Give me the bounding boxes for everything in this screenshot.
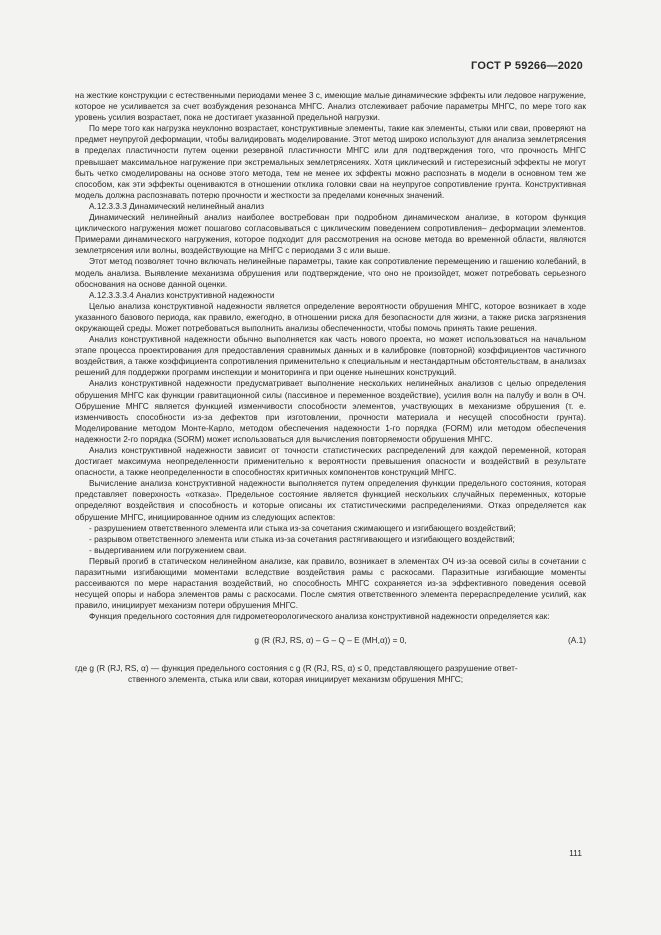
document-code-header: ГОСТ Р 59266—2020 [471, 60, 583, 72]
document-body [75, 90, 586, 685]
page-number: 111 [569, 848, 582, 858]
list-item: - разрушением ответственного элемента или стыка из-за сочетания сжимающего и изгибающего воздействий; [89, 522, 516, 533]
paragraph: Этот метод позволяет точно включать нелинейные параметры, такие как сопротивление перемещению и гашению колебаний, в модель анализа. Выявление механизма обрушения или подтверждение, что оно не произойдет, может потребовать серьезного обоснования на основе данной оценки. [75, 256, 586, 289]
list-item: - разрывом ответственного элемента или стыка из-за сочетания растягивающего и изгибающего воздействий; [89, 533, 515, 544]
formula-number: (А.1) [568, 634, 586, 645]
explanation-line: ственного элемента, стыка или сваи, которая инициирует механизм обрушения МНГС; [128, 673, 464, 684]
paragraph: Целью анализа конструктивной надежности является определение вероятности обрушения МНГС, которое возникает в ходе указанного базового периода, как правило, ежегодно, в отношении риска для безопасности для жизни, а также риска загрязнения окружающей среды. Может потребоваться выполнить анализы обеспеченности, чтобы помочь принять такие решения. [75, 300, 586, 333]
paragraph: Анализ конструктивной надежности обычно выполняется как часть нового проекта, но может использоваться на начальном этапе процесса проектирования для предоставления сравнимых данных и в калибровке (повторной) коэффициентов частичного воздействия, а также коэффициента сопротивления применительно к специальным и нестандартным обстоятельствам, в анализах решений для поддержки программ инспекции и мониторинга и при оценке нынешних конструкций. [75, 334, 586, 378]
formula-expression: g (R (RJ, RS, α) – G – Q – E (MH,α)) = 0, [254, 634, 407, 645]
paragraph: Функция предельного состояния для гидрометеорологического анализа конструктивной надежности определяется как: [89, 611, 550, 622]
paragraph: на жесткие конструкции с естественными периодами менее 3 с, имеющие малые динамические эффекты или ледовое нагружение, которое не усиливается за счет возбуждения резонанса МНГС. Анализ отслеживает рабочие параметры МНГС, по мере того как уровень усилия возрастает, пока не достигает указанной предельной нагрузки. [75, 90, 586, 123]
paragraph: Первый прогиб в статическом нелинейном анализе, как правило, возникает в элементах ОЧ из-за осевой силы в сочетании с паразитными изгибающими моментами вследствие воздействия рамы с раскосами. Паразитные изгибающие моменты рассеиваются по мере нарастания воздействий, но способность МНГС сохраняется из-за эффективного поведения осевой несущей опоры и набора элементов рамы с раскосами. После смятия ответственного элемента перераспределение усилий, как правило, инициирует механизм потери обрушения МНГС. [75, 555, 586, 611]
list-item: - выдергиванием или погружением сваи. [89, 544, 247, 555]
paragraph: По мере того как нагрузка неуклонно возрастает, конструктивные элементы, такие как элементы, стыки или сваи, проверяют на предмет неупругой деформации, чтобы валидировать моделирование. Этот метод широко используют для анализа землетрясения в пределах пластичности путем оценки резервной пластичности МНГС или для подтверждения того, что прочность МНГС превышает максимальное нагружение при экстремальных землетрясениях. Хотя циклический и гистерезисный эффекты не могут быть четко смоделированы на основе этого метода, тем не менее их эффекты можно распознать в модели в основном тем же способом, как эти эффекты оцениваются в отношении отклика головки сваи на неупругое сопротивление грунта. Конструктивная модель должна распознавать потерю прочности и жесткости за пределами конечных значений. [75, 123, 586, 200]
section-heading: А.12.3.3.3.4 Анализ конструктивной надежности [89, 289, 275, 300]
formula-block [75, 631, 586, 653]
explanation-line: где g (R (RJ, RS, α) — функция предельного состояния с g (R (RJ, RS, α) ≤ 0, представляющего разрушение ответ- [75, 662, 518, 673]
paragraph: Анализ конструктивной надежности зависит от точности статистических распределений для каждой переменной, которая достигает максимума неопределенности применительно к вероятности превышения опасности и воздействий в результате опасности, а также неопределенности в способностях критичных компонентов конструкций МНГС. [75, 445, 586, 478]
paragraph: Анализ конструктивной надежности предусматривает выполнение нескольких нелинейных анализов с целью определения обрушения МНГС как функции гравитационной силы (пассивное и переменное воздействие), усилия волн на палубу и волн в ОЧ. Обрушение МНГС является функцией изменчивости способности элементов, участвующих в механизме обрушения (т. е. изменчивость способности из-за дефектов при изготовлении, прочности материала и несущей способности грунта). Моделирование методом Монте-Карло, методом обеспечения надежности 1-го порядка (FORM) или методом обеспечения надежности 2-го порядка (SORM) может использоваться для вычисления повторяемости обрушения МНГС. [75, 378, 586, 444]
formula-explanation [75, 663, 586, 685]
paragraph: Динамический нелинейный анализ наиболее востребован при подробном динамическом анализе, в котором функция циклического нагружения может пошагово согласовываться с циклическим поведением сопротивления– деформации элементов. Примерами динамического нагружения, которое подходит для рассмотрения на основе метода во временной области, являются землетрясения или волны, воздействующие на МНГС с периодами 3 с или выше. [75, 212, 586, 256]
section-heading: А.12.3.3.3 Динамический нелинейный анализ [89, 200, 265, 211]
paragraph: Вычисление анализа конструктивной надежности выполняется путем определения функции предельного состояния, которая представляет поверхность «отказа». Предельное состояние является функцией нескольких случайных переменных, которые определяют воздействия и способность и которые описаны их статистическими распределениями. Отказ определяется как обрушение МНГС, инициированное одним из следующих аспектов: [75, 478, 586, 522]
